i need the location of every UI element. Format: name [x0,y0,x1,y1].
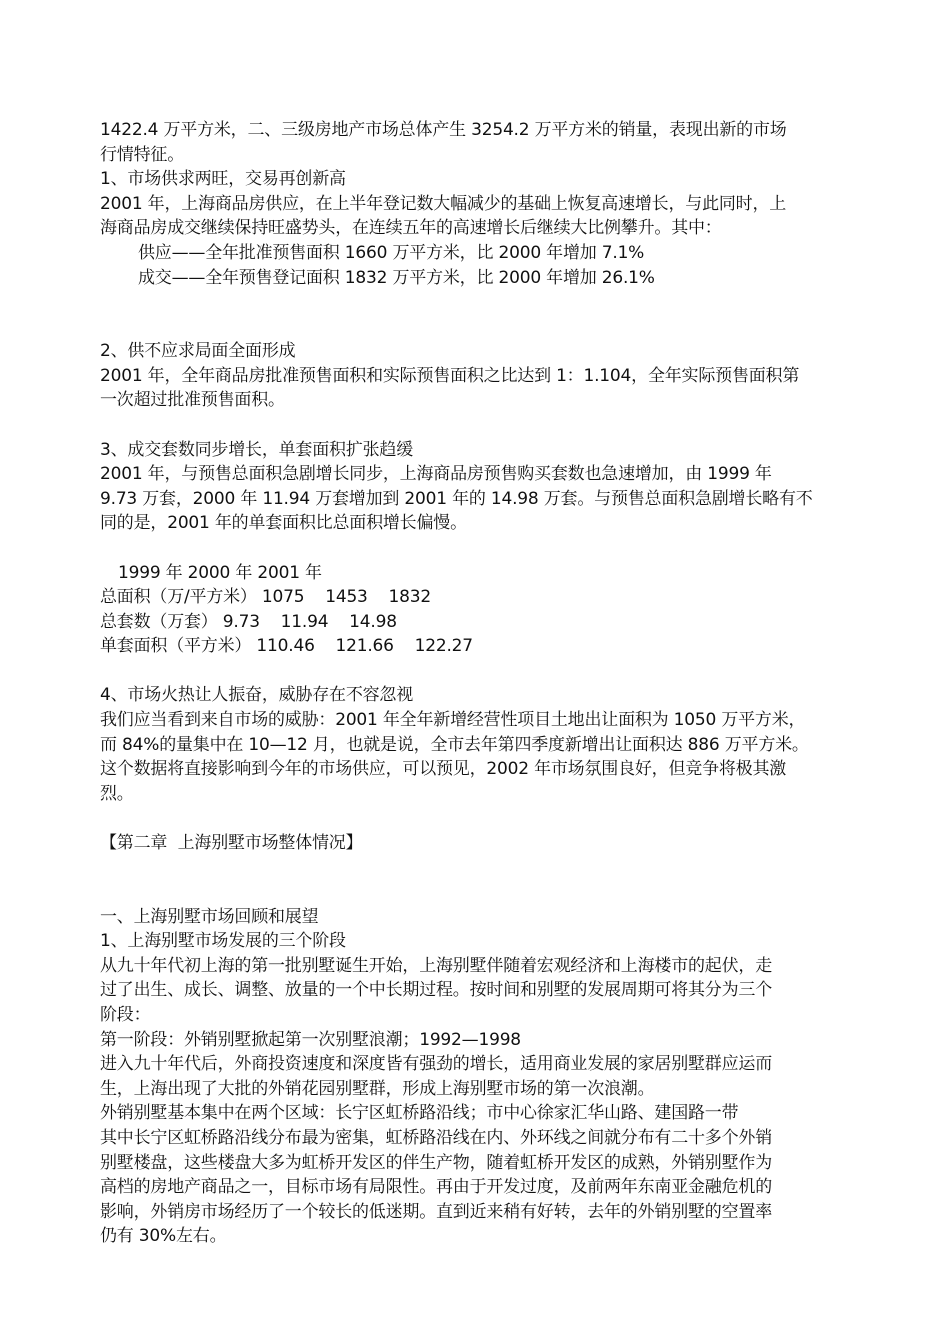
section-heading: 2、供不应求局面全面形成 [100,341,296,362]
section-heading: 3、成交套数同步增长，单套面积扩张趋缓 [100,439,414,460]
table-header-line: 1999 年 2000 年 2001 年 [118,562,322,583]
paragraph-line: 同的是，2001 年的单套面积比总面积增长偏慢。 [100,513,467,534]
paragraph-line: 一次超过批准预售面积。 [100,390,285,411]
paragraph-line: 第一阶段：外销别墅掀起第一次别墅浪潮；1992—1998 [100,1029,521,1050]
spacer [100,659,880,684]
paragraph-line: 别墅楼盘，这些楼盘大多为虹桥开发区的伴生产物，随着虹桥开发区的成熟，外销别墅作为 [100,1152,772,1173]
paragraph-line: 海商品房成交继续保持旺盛势头，在连续五年的高速增长后继续大比例攀升。其中： [100,218,722,239]
document-page [100,118,880,1249]
subsection-heading: 1、上海别墅市场发展的三个阶段 [100,931,346,952]
paragraph-line: 而 84%的量集中在 10—12 月，也就是说，全市去年第四季度新增出让面积达 886 万平方米。 [100,734,809,755]
indented-line: 供应——全年批准预售面积 1660 万平方米，比 2000 年增加 7.1% [138,242,645,263]
section-heading: 4、市场火热让人振奋，威胁存在不容忽视 [100,685,414,706]
section-heading: 1、市场供求两旺，交易再创新高 [100,169,346,190]
paragraph-line: 进入九十年代后，外商投资速度和深度皆有强劲的增长，适用商业发展的家居别墅群应运而 [100,1054,772,1075]
paragraph-line: 其中长宁区虹桥路沿线分布最为密集，虹桥路沿线在内、外环线之间就分布有二十多个外销 [100,1127,772,1148]
spacer [100,856,880,905]
paragraph-line: 从九十年代初上海的第一批别墅诞生开始，上海别墅伴随着宏观经济和上海楼市的起伏，走 [100,955,772,976]
section-heading: 一、上海别墅市场回顾和展望 [100,906,319,927]
indented-line: 成交——全年预售登记面积 1832 万平方米，比 2000 年增加 26.1% [138,267,655,288]
spacer [100,290,880,339]
paragraph-line: 2001 年，全年商品房批准预售面积和实际预售面积之比达到 1：1.104，全年实际预售面积第 [100,365,800,386]
paragraph-line: 烈。 [100,783,134,804]
table-row-line: 总面积（万/平方米） 1075 1453 1832 [100,587,431,608]
paragraph-line: 阶段： [100,1005,151,1025]
paragraph-line: 9.73 万套，2000 年 11.94 万套增加到 2001 年的 14.98 万套。与预售总面积急剧增长略有不 [100,488,813,509]
table-row-line: 单套面积（平方米） 110.46 121.66 122.27 [100,636,473,657]
spacer [100,806,880,831]
paragraph-line: 高档的房地产商品之一，目标市场有局限性。再由于开发过度，及前两年东南亚金融危机的 [100,1177,772,1198]
paragraph-line: 行情特征。 [100,144,184,165]
paragraph-line: 影响，外销房市场经历了一个较长的低迷期。直到近来稍有好转，去年的外销别墅的空置率 [100,1201,772,1222]
chapter-heading: 【第二章 上海别墅市场整体情况】 [100,833,363,854]
paragraph-line: 外销别墅基本集中在两个区域：长宁区虹桥路沿线；市中心徐家汇华山路、建国路一带 [100,1103,739,1124]
spacer [100,413,880,438]
spacer [100,536,880,561]
paragraph-line: 1422.4 万平方米，二、三级房地产市场总体产生 3254.2 万平方米的销量，表现出新的市场 [100,120,787,140]
paragraph-line: 2001 年，上海商品房供应，在上半年登记数大幅减少的基础上恢复高速增长，与此同时，上 [100,193,787,214]
paragraph-line: 过了出生、成长、调整、放量的一个中长期过程。按时间和别墅的发展周期可将其分为三个 [100,980,772,1001]
paragraph-line: 仍有 30%左右。 [100,1226,227,1247]
paragraph-line: 这个数据将直接影响到今年的市场供应，可以预见，2002 年市场氛围良好，但竞争将极其激 [100,759,787,780]
table-row-line: 总套数（万套） 9.73 11.94 14.98 [100,611,397,632]
paragraph-line: 生，上海出现了大批的外销花园别墅群，形成上海别墅市场的第一次浪潮。 [100,1078,655,1099]
paragraph-line: 2001 年，与预售总面积急剧增长同步，上海商品房预售购买套数也急速增加，由 1999 年 [100,464,772,485]
paragraph-line: 我们应当看到来自市场的威胁：2001 年全年新增经营性项目土地出让面积为 1050 万平方米， [100,710,806,731]
